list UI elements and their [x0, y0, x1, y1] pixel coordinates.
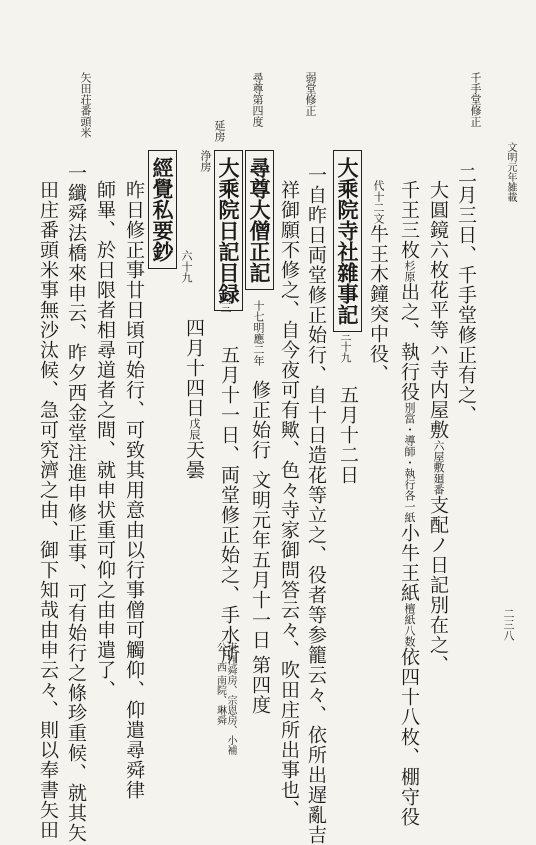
source-title-zatsujiki: 大乘院寺社雜事記 [333, 150, 362, 332]
line-3-text-d: 依四十八枚、棚守役 [398, 647, 420, 827]
line-3-text-b: 出之、執行役 [398, 282, 420, 402]
line-3-note-c: 檀紙八数 [403, 603, 416, 647]
line-3-note-a: 杉原 [403, 260, 416, 282]
source-title-jinson: 尋尊大僧正記 [245, 150, 274, 290]
source-title-jinson-volume: 十七明應二年 [252, 300, 265, 366]
line-4-text: 牛王木鐘突中役、 [367, 224, 389, 384]
line-14: 一纖舜法橋來申云、昨夕西金堂注進申修正事、可有始行之條珍重候、就其矢 [65, 163, 87, 843]
source-title-kyogaku-volume: 六十九 [180, 250, 193, 283]
line-3-note-b: 別當・導師・執行各一紙 [403, 402, 416, 523]
line-3-text-c: 小牛王紙 [398, 523, 420, 603]
line-8-text-c: 第四度 [249, 655, 271, 715]
source-title-zatsujiki-volume: 三十九 [339, 330, 352, 363]
line-13: 師畢、於日限者相尋道者之間、就申状重可仰之由申遣了、 [94, 180, 116, 700]
line-1: 二月三日、千手堂修正有之、 [455, 165, 477, 425]
line-4 [368, 180, 387, 384]
line-8-text-b: 文明元年五月十一日 [249, 470, 271, 650]
line-10-a: 浄房 [199, 150, 212, 172]
line-8-text-a: 修正始行 [249, 380, 271, 460]
line-7: 祥御願不修之、自今夜可有歟、色々寺家御問答云々、吹田庄所出事也、 [278, 180, 300, 820]
running-title: 文明元年雑載 [505, 142, 516, 202]
margin-note-yata: 矢田荘番頭米 [79, 72, 92, 138]
line-9 [219, 345, 238, 665]
line-9-text: 五月十一日、両堂修正始之、手水所 [218, 345, 240, 665]
margin-note-senjudo: 千手堂修正 [469, 72, 482, 127]
source-title-nikki-mokuroku-volume: 三 [219, 302, 232, 313]
margin-note-ryodo: 弱堂修正 [304, 72, 317, 116]
line-4-note: 代十二文 [372, 180, 385, 224]
date-may-12: 五月十二日 [337, 385, 359, 485]
line-12: 昨日修正事廿日頃可始行、可致其用意由以行事僧可觸仰、仰遣尋舜律 [123, 180, 145, 800]
line-2-text-a: 大圓鏡六枚花平等ハ寺内屋敷 [427, 180, 449, 440]
source-title-kyogaku: 經覺私要鈔 [148, 150, 177, 269]
line-2-text-b: 支配ノ日記別在之、 [427, 495, 449, 675]
page-number: 二三八 [502, 608, 515, 641]
line-10-b: 延房 [213, 120, 226, 142]
line-2 [428, 180, 447, 675]
line-2-note: 六屋敷廻番 [432, 440, 445, 495]
source-title-nikki-mokuroku: 大乘院日記目録 [214, 150, 243, 311]
line-3 [399, 180, 418, 827]
margin-note-jinson: 尋尊第四度 [251, 72, 264, 127]
line-11-date: 四月十四日 [183, 318, 205, 418]
line-6: 一自昨日両堂修正始行、自十日造花等立之、役者等参籠云々、依所出遅亂吉 [305, 165, 327, 845]
line-11-weather: 天曇 [183, 440, 205, 480]
line-3-text-a: 千王三枚 [398, 180, 420, 260]
line-9-note: 東 性舜房、宗恩房、小補公、西 南院、琳舜 [214, 642, 236, 756]
line-11-note: 戊辰 [188, 418, 201, 440]
line-15: 田庄番頭米事無沙汰候、急可究濟之由、御下知哉由申云々、則以奉書矢田 [37, 180, 59, 840]
line-11 [184, 318, 203, 480]
